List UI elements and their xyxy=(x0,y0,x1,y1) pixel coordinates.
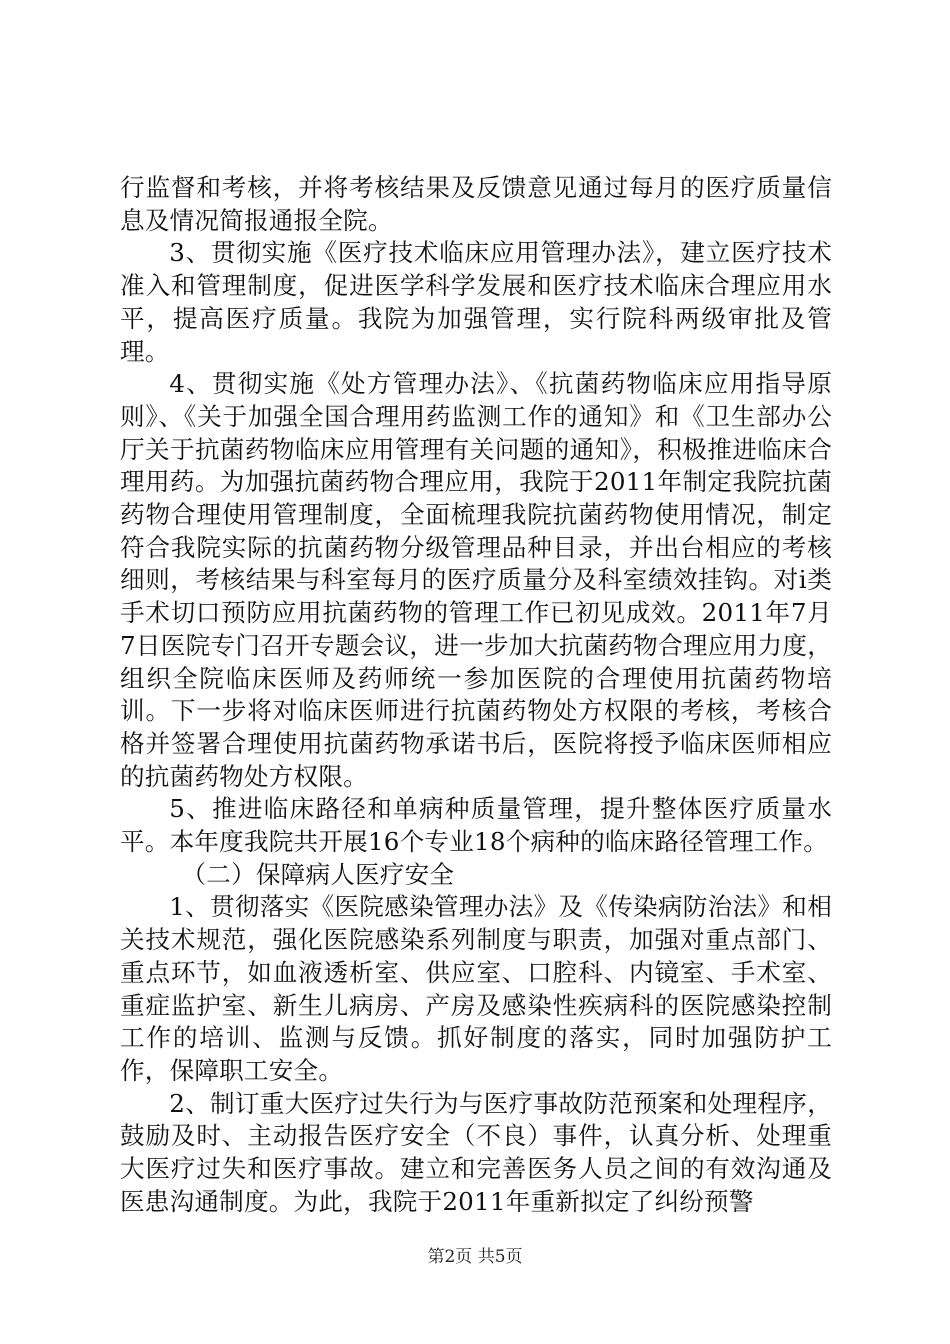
section-heading: （二）保障病人医疗安全 xyxy=(181,859,455,889)
paragraph-item-5: 5、推进临床路径和单病种质量管理，提升整体医疗质量水平。本年度我院共开展16个专业18个病种的临床路径管理工作。 xyxy=(120,794,832,857)
paragraph-continuation: 行监督和考核，并将考核结果及反馈意见通过每月的医疗质量信息及情况简报通报全院。 xyxy=(120,173,832,235)
paragraph-safety-item-1: 1、贯彻落实《医院感染管理办法》及《传染病防治法》和相关技术规范，强化医院感染系列制度与职责，加强对重点部门、重点环节，如血液透析室、供应室、口腔科、内镜室、手术室、重症监护室、新生儿病房、产房及感染性疾病科的医院感染控制工作的培训、监测与反馈。抓好制度的落实，同时加强防护工作，保障职工安全。 xyxy=(120,892,832,1085)
document-body xyxy=(120,172,832,1219)
page-number-footer: 第2页 共5页 xyxy=(427,1247,523,1267)
paragraph-item-4: 4、贯彻实施《处方管理办法》、《抗菌药物临床应用指导原则》、《关于加强全国合理用药监测工作的通知》和《卫生部办公厅关于抗菌药物临床应用管理有关问题的通知》，积极推进临床合理用药。为加强抗菌药物合理应用，我院于2011年制定我院抗菌药物合理使用管理制度，全面梳理我院抗菌药物使用情况，制定符合我院实际的抗菌药物分级管理品种目录，并出台相应的考核细则，考核结果与科室每月的医疗质量分及科室绩效挂钩。对i类手术切口预防应用抗菌药物的管理工作已初见成效。2011年7月7日医院专门召开专题会议，进一步加大抗菌药物合理应用力度，组织全院临床医师及药师统一参加医院的合理使用抗菌药物培训。下一步将对临床医师进行抗菌药物处方权限的考核，考核合格并签署合理使用抗菌药物承诺书后，医院将授予临床医师相应的抗菌药物处方权限。 xyxy=(120,369,832,791)
paragraph-safety-item-2: 2、制订重大医疗过失行为与医疗事故防范预案和处理程序，鼓励及时、主动报告医疗安全（不良）事件，认真分析、处理重大医疗过失和医疗事故。建立和完善医务人员之间的有效沟通及医患沟通制度。为此，我院于2011年重新拟定了纠纷预警 xyxy=(120,1088,832,1216)
paragraph-item-3: 3、贯彻实施《医疗技术临床应用管理办法》，建立医疗技术准入和管理制度，促进医学科学发展和医疗技术临床合理应用水平，提高医疗质量。我院为加强管理，实行院科两级审批及管理。 xyxy=(120,238,832,366)
